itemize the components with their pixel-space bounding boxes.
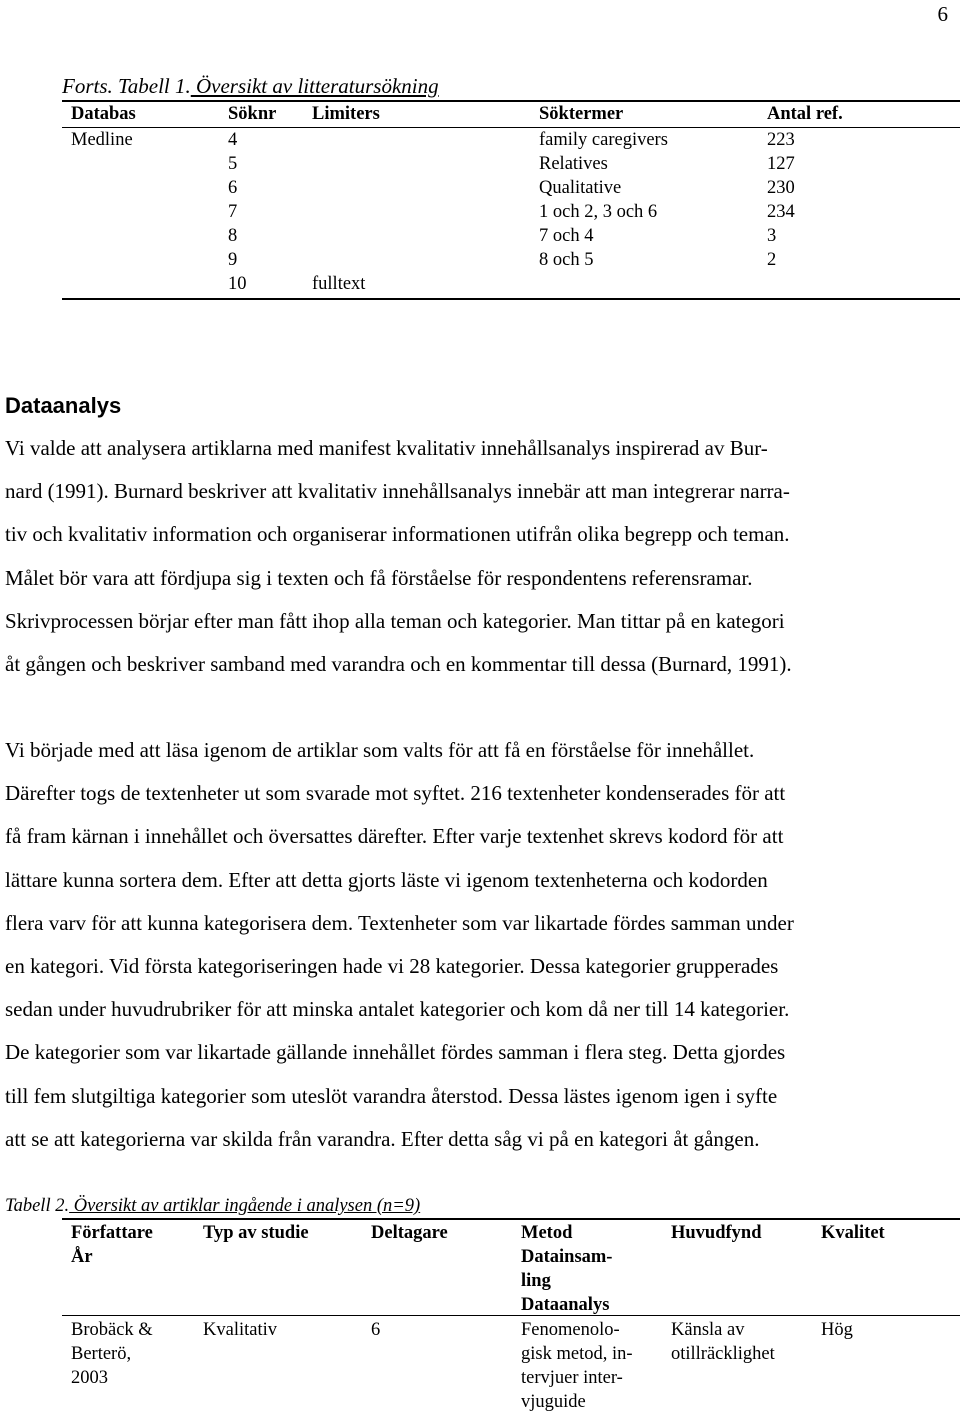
- cell-soktermer: 8 och 5: [539, 250, 594, 270]
- cell-line: tervjuer inter-: [521, 1368, 623, 1388]
- cell-soknr: 4: [228, 130, 238, 150]
- cell-soknr: 5: [228, 154, 238, 174]
- table2-header-huvudfynd: [671, 1221, 762, 1245]
- table1-bottom-rule: [62, 298, 960, 300]
- text-line: lättare kunna sortera dem. Efter att detta gjorts läste vi igenom textenheterna och kodorden: [5, 867, 768, 892]
- table1-caption-prefix: Forts. Tabell 1.: [62, 74, 191, 98]
- cell-huvudfynd: [671, 1318, 775, 1366]
- cell-deltagare: [371, 1318, 380, 1342]
- cell-limiters: fulltext: [312, 274, 366, 294]
- cell-soktermer: 1 och 2, 3 och 6: [539, 202, 658, 222]
- text-line: åt gången och beskriver samband med varandra och en kommentar till dessa (Burnard, 1991).: [5, 652, 792, 677]
- table2-caption: [5, 1196, 420, 1217]
- cell-soknr: 8: [228, 226, 238, 246]
- paragraph-1: [5, 427, 953, 686]
- table1-caption: [62, 74, 439, 99]
- cell-metod: [521, 1318, 633, 1414]
- cell-line: Fenomenolo-: [521, 1320, 620, 1340]
- text-line: Målet bör vara att fördjupa sig i texten och få förståelse för respondentens referensramar.: [5, 565, 753, 590]
- cell-antal: 223: [767, 130, 795, 150]
- table2-header-forfattare: [71, 1221, 153, 1269]
- header-line: Deltagare: [371, 1223, 448, 1243]
- cell-soktermer: Relatives: [539, 154, 608, 174]
- cell-antal: 2: [767, 250, 777, 270]
- text-line: Vi valde att analysera artiklarna med manifest kvalitativ innehållsanalys inspirerad av Bur-: [5, 436, 768, 460]
- table2-header-kvalitet: [821, 1221, 885, 1245]
- cell-line: Kvalitativ: [203, 1320, 277, 1340]
- page-number: 6: [937, 2, 948, 26]
- cell-soknr: 10: [228, 274, 247, 294]
- cell-line: vjuguide: [521, 1392, 586, 1412]
- table1-caption-title: Översikt av litteratursökning: [190, 74, 439, 98]
- text-line: få fram kärnan i innehållet och översattes därefter. Efter varje textenhet skrevs kodord för att: [5, 824, 784, 849]
- header-line: Typ av studie: [203, 1223, 309, 1243]
- cell-soktermer: Qualitative: [539, 178, 622, 198]
- text-line: att se att kategorierna var skilda från varandra. Efter detta såg vi på en kategori åt gången.: [5, 1126, 760, 1151]
- cell-line: Känsla av: [671, 1320, 745, 1340]
- cell-soktermer: 7 och 4: [539, 226, 594, 246]
- table1-header-databas: Databas: [71, 104, 136, 124]
- header-line: Huvudfynd: [671, 1223, 762, 1243]
- text-line: en kategori. Vid första kategoriseringen hade vi 28 kategorier. Dessa kategorier grupperades: [5, 954, 779, 979]
- cell-line: Brobäck &: [71, 1320, 153, 1340]
- table2-caption-prefix: Tabell 2.: [5, 1196, 70, 1216]
- section-heading: Dataanalys: [5, 393, 122, 418]
- table2-caption-title: Översikt av artiklar ingående i analysen (n=9): [69, 1196, 421, 1216]
- cell-line: Hög: [821, 1320, 853, 1340]
- text-line: till fem slutgiltiga kategorier som uteslöt varandra återstod. Dessa lästes igenom igen i syfte: [5, 1083, 778, 1108]
- table1-header-soknr: Söknr: [228, 104, 277, 124]
- header-line: Metod: [521, 1223, 573, 1243]
- table1-header-soktermer: Söktermer: [539, 104, 624, 124]
- cell-typ: [203, 1318, 277, 1342]
- cell-kvalitet: [821, 1318, 853, 1342]
- cell-antal: 3: [767, 226, 777, 246]
- table2-header-metod: [521, 1221, 612, 1317]
- text-line: flera varv för att kunna kategorisera dem. Textenheter som var likartade fördes samman under: [5, 910, 794, 935]
- table1-header-rule: [62, 127, 960, 128]
- cell-soknr: 7: [228, 202, 238, 222]
- table1-header-antal: Antal ref.: [767, 104, 843, 124]
- cell-soknr: 6: [228, 178, 238, 198]
- table1-header-limiters: Limiters: [312, 104, 380, 124]
- cell-line: 2003: [71, 1368, 108, 1388]
- text-line: Vi började med att läsa igenom de artiklar som valts för att få en förståelse för innehållet.: [5, 738, 755, 762]
- text-line: Därefter togs de textenheter ut som svarade mot syftet. 216 textenheter kondenserades för att: [5, 781, 786, 806]
- paragraph-2: [5, 729, 953, 1161]
- table2-top-rule: [62, 1218, 960, 1220]
- cell-databas: Medline: [71, 130, 133, 150]
- table2-header-deltagare: [371, 1221, 448, 1245]
- text-line: De kategorier som var likartade gällande innehållet fördes samman i flera steg. Detta gjordes: [5, 1040, 786, 1065]
- cell-antal: 127: [767, 154, 795, 174]
- cell-line: gisk metod, in-: [521, 1344, 633, 1364]
- cell-forfattare: [71, 1318, 153, 1390]
- table2-header-typ: [203, 1221, 309, 1245]
- text-line: sedan under huvudrubriker för att minska antalet kategorier och kom då ner till 14 kategorier.: [5, 997, 790, 1022]
- header-line: Kvalitet: [821, 1223, 885, 1243]
- table1-top-rule: [62, 100, 960, 102]
- header-line: Datainsam-: [521, 1247, 613, 1267]
- header-line: ling: [521, 1271, 551, 1291]
- text-line: tiv och kvalitativ information och organiserar informationen utifrån olika begrepp och teman.: [5, 522, 790, 547]
- header-line: År: [71, 1247, 93, 1267]
- cell-line: 6: [371, 1320, 381, 1340]
- cell-line: otillräcklighet: [671, 1344, 775, 1364]
- header-line: Dataanalys: [521, 1295, 610, 1315]
- cell-soktermer: family caregivers: [539, 130, 668, 150]
- text-line: nard (1991). Burnard beskriver att kvalitativ innehållsanalys innebär att man integrerar narra-: [5, 479, 790, 504]
- cell-soknr: 9: [228, 250, 238, 270]
- cell-line: Berterö,: [71, 1344, 132, 1364]
- cell-antal: 234: [767, 202, 795, 222]
- text-line: Skrivprocessen börjar efter man fått ihop alla teman och kategorier. Man tittar på en kategori: [5, 608, 785, 633]
- table2-header-rule: [62, 1315, 960, 1316]
- header-line: Författare: [71, 1223, 153, 1243]
- cell-antal: 230: [767, 178, 795, 198]
